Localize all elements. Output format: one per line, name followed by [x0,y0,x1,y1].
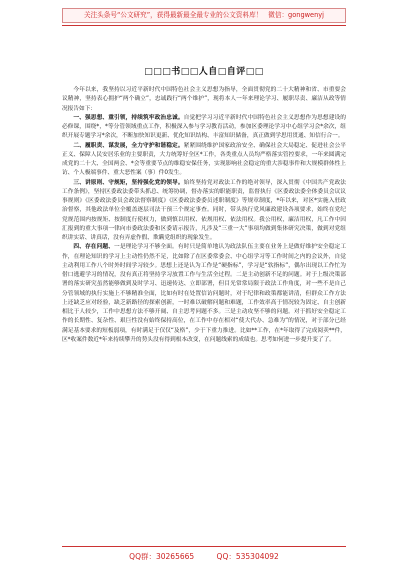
paragraph-heading: 一、强思想、重引领，持续筑牢政治忠诚。 [73,114,184,121]
paragraph-section-2 [62,142,346,179]
paragraph-text: 紧紧围绕维护国家政治安全、确保社会大局稳定、促进社会公平正义、保障人民安居乐业的主要职责，大力统筹好全区*工作，各类重点人员均严格落实管控要求，一年来圆满完成党的二十大、全国两会、*会等重要节点的维稳安保任务，实现影响社会稳定的重大涉稳事件和大规模群体性上访、个人极端事件、重大恶性案（事）件0发生。 [62,142,346,177]
banner-follow-text: 关注头条号“公文研究”，获得最新最全最专业的公文资料库！ [83,11,263,19]
paragraph-section-1 [62,114,346,142]
footer-qq-group: QQ群：30265665 [129,552,195,561]
paragraph-section-3 [62,179,346,244]
paragraph-text: 今年以来，我坚持以习近平新时代中国特色社会主义思想为指导，全面贯彻党的二十大精神和省、市重要会议精神，坚持表心拥护“两个确立”，忠诚践行“两个维护”，现将本人一年来理论学习、履职尽责、廉洁从政等情况报告如下： [62,87,346,112]
paragraph-text: 一是理论学习不够全面。有时只是简单地认为政法队伍主要在业务上是做好维护安全稳定工作，在理论知识的学习上主动性仍然不足，比如除了在区委常委会、中心组学习等工作时间之内的会议外，自觉主动利用工作八个时外时间学习较少。思想上还是认为工作是“硬指标”，学习是“软指标”，偶尔出现以工作忙为借口逃避学习的情况，没有真正将坚持学习放置工作与生活全过程。二是主动创新不足的问题。对于上级决策部署的落实研究虽然能够做到及时学习、迅速传达、立即部署，但目光常常局限于政法工作角度，对一些不是自己分管领域的执行实施上不够精准全面，比如有时在处置信访问题时，对于纪律和政策都能讲清，但群众工作方法上还缺乏应对经验，缺乏新路径的探索创新，一时难以破解问题和难题，工作效率高于情况较为固定、自主创新相比于人较少，工作中思想方法不够开阔、自主思考问题不多。三是主动攻坚不够的问题。对于抓好安全稳定工作的长期性、复杂性、艰巨性没有始终保持高位，在工作中存在相对“使大代办、急难为”的情况，对于部分已经满足基本要求的短板弱项，有时满足于仅仅“及格”，少于下重力推进。比如**工作，在*年取得了完成阅卖**件，区*收案件数近*年来持续攀升的势头没有得到根本改变，在问题线索的成绩也。思考如何进一步提升变了了。 [62,244,347,343]
promo-banner [62,8,346,23]
document-body [62,86,346,345]
footer-qq: QQ：535304092 [216,552,279,561]
banner-wechat-text: 微信：gongwenyj [268,11,324,19]
footer-contact [62,551,346,562]
paragraph-text: 自觉把学习习近平新时代中国特色社会主义思想作为思想建设的必修课，围绕*，*等分管领域重点工作，积极深入参与学习教育活动，参加区委理论学习中心组学习会*余次，组织开展专题学习*余次，不断加快知识更新、优化知识结构、丰富知识储备，真正做到学思用贯通、知信行合一。 [62,114,346,140]
paragraph-text: 始终坚持党对政法工作的绝对领导，深入贯彻《中国共产党政法工作条例》，坚持区委政法委带头抓总、统筹协调，督办落实的职能职责，监督执行《区委政法委全体委员会议议事规则》《区委政法委员会政法督察制度》《区委政法委委员述职制度》等规章制度，*年以来，对区*实施入驻政治督察，其他政法单位全覆盖逐层司法干预三个规定事查。同时，带头执行党风廉政建设各项要求，始终在党纪党规范围内按规矩、按制度行使权力，做到慎以用权、依规用权、依法用权。我公用权，廉洁用权，凡工作中因汇报到的重大事项一律向市委政法委和区委请示报告，凡涉及“三重一大”事项均做到集体研究决策，做到对党组织讲实话、讲真话，没有弄虚作假、欺瞒党组织的现象发生。 [62,179,346,241]
bottom-divider [62,546,346,547]
paragraph-heading: 三、讲原则、守规矩，坚持强化党的领导。 [73,179,184,186]
paragraph-intro [62,86,346,114]
paragraph-heading: 四、存在问题、 [73,244,115,251]
paragraph-section-4 [62,243,346,345]
top-divider [62,25,346,26]
document-title: □□□书□□人自□自评□□ [144,67,264,77]
paragraph-heading: 二、履职责、谋发展，全力守护和谐稳定。 [73,142,184,149]
